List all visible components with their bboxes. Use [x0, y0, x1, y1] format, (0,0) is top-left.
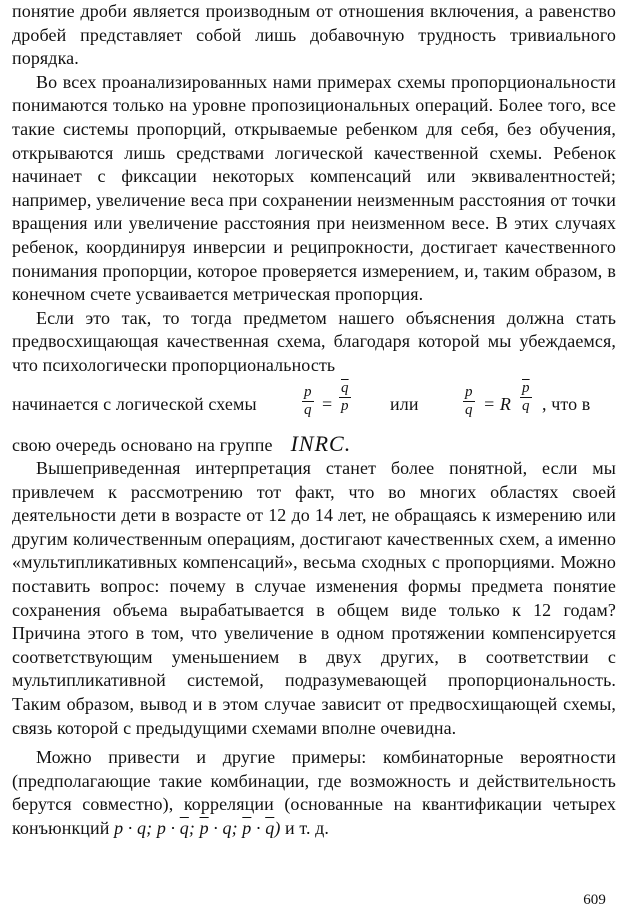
conjunction-3: $\overline{p} \cdot q$; — [199, 818, 238, 838]
inrc-group: INRC. — [290, 430, 352, 456]
paragraph-5-text: Можно привести и другие примеры: комбинаторные вероятности (предполагающие такие комбинации, где возможность и действительность берутся совместно), корреляции (основанные на квантификации четырех конъюнкций — [12, 747, 616, 838]
equals-r: = R — [483, 393, 511, 414]
paragraph-1: понятие дроби является производным от отношения включения, а равенство дробей представляет собой лишь добавочную трудность тривиального порядка. — [12, 1, 616, 69]
fraction-p-over-q-2: $\frac{p}{q}$ — [465, 383, 473, 418]
formula-or-word: или — [390, 393, 419, 414]
paragraph-4: Вышеприведенная интерпретация станет более понятной, если мы привлечем к рассмотрению тот факт, что во многих областях своей деятельности дети в возрасте от 12 до 14 лет, не обращаясь к измерению или другим количественным операциям, достигают качественных схем, а именно «мультипликативных компенсаций», весьма сходных с пропорциями. Можно поставить вопрос: почему в случае изменения формы предмета понятие сохранения объема вырабатывается в общем виде только к 12 годам? Причина этого в том, что увеличение в одном протяжении компенсируется соответствующим уменьшением в двух других, в соответствии с мультипликативной системой, подразумевающей пропорциональность. Таким образом, вывод и в этом случае зависит от предвосхищающей схемы, связь которой с предыдущими схемами вполне очевидна. — [12, 458, 616, 738]
formula-lead-text: начинается с логической схемы — [12, 393, 257, 414]
fraction-pbar-over-qbar: $\frac{\overline{p}}{q}$ — [522, 379, 530, 414]
conjunction-4: $\overline{p} \cdot \overline{q}$) — [242, 818, 281, 838]
fraction-qbar-over-pbar: $\frac{\overline{q}}{p}$ — [341, 379, 349, 414]
text-column — [12, 0, 616, 841]
fraction-p-over-q: $\frac{p}{q}$ — [304, 383, 312, 418]
paragraph-3-end — [12, 432, 616, 458]
paragraph-5 — [12, 746, 616, 840]
formula-line — [12, 378, 616, 432]
conjunction-2: $p \cdot \overline{q}$; — [156, 818, 195, 838]
formula-tail-text: , что в — [542, 393, 591, 414]
paragraph-3: Если это так, то тогда предметом нашего объяснения должна стать предвосхищающая качественная схема, благодаря которой мы убеждаемся, что психологически пропорциональность — [12, 307, 616, 375]
group-lead-text: свою очередь основано на группе — [12, 434, 273, 455]
equals-sign: = — [322, 393, 333, 414]
page-number: 609 — [583, 892, 606, 908]
paragraph-2: Во всех проанализированных нами примерах схемы пропорциональности понимаются только на уровне пропозициональных операций. Более того, все такие системы пропорций, открываемые ребенком для себя, без обучения, открываются лишь средствами логической качественной схемы. Ребенок начинает с фиксации некоторых компенсаций или эквивалентностей; например, увеличение веса при сохранении неизменным расстояния от точки вращения или увеличение расстояния при неизменном весе. В этих случаях ребенок, координируя инверсии и реципрокности, достигает качественного понимания пропорции, которое проверяется измерением, и, таким образом, в конечном счете усваивается метрическая пропорция. — [12, 71, 616, 305]
paragraph-5-tail: и т. д. — [285, 818, 330, 838]
conjunction-1: p · q; — [114, 818, 153, 838]
